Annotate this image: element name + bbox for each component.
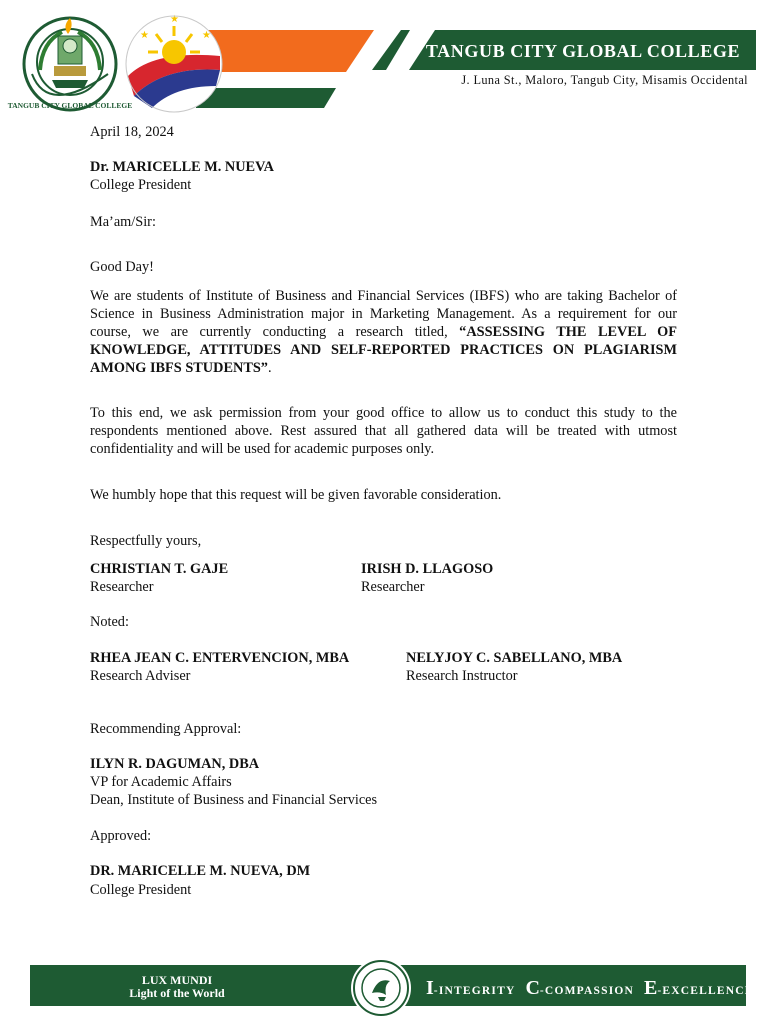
approved-label: Approved: xyxy=(90,828,152,844)
vp-role-dean: Dean, Institute of Business and Financial Services xyxy=(90,792,378,808)
recommending-label: Recommending Approval: xyxy=(90,721,242,737)
svg-text:★: ★ xyxy=(170,14,179,25)
college-seal-logo xyxy=(7,12,133,124)
motto-english: Light of the World xyxy=(129,986,225,1000)
value-compassion-text: -COMPASSION xyxy=(539,985,635,997)
researcher1-name: CHRISTIAN T. GAJE xyxy=(90,561,229,577)
motto-latin: LUX MUNDI xyxy=(141,973,213,987)
vp-role-academic: VP for Academic Affairs xyxy=(90,774,232,790)
research-title: “ASSESSING THE LEVEL OF KNOWLEDGE, ATTITUDES AND SELF-REPORTED PRACTICES ON PLAGIARISM AMONG IBFS STUDENTS” xyxy=(90,324,678,376)
value-excellence-text: -EXCELLENCE xyxy=(657,985,754,997)
paragraph-closing-hope: We humbly hope that this request will be given favorable consideration. xyxy=(90,487,502,503)
paragraph-research-request xyxy=(90,287,677,377)
paragraph-research-intro: We are students of Institute of Business and Financial Services (IBFS) who are taking Bachelor of Science in Business Administration major in Marketing Management. As a requirement for our course, we are currently conducting a research titled, xyxy=(90,288,677,340)
value-integrity-text: -INTEGRITY xyxy=(433,985,516,997)
footer-motto xyxy=(112,974,242,1000)
researcher1-role: Researcher xyxy=(90,579,154,595)
vp-name: ILYN R. DAGUMAN, DBA xyxy=(90,756,260,772)
philippine-flag-logo xyxy=(124,12,226,116)
president-name: DR. MARICELLE M. NUEVA, DM xyxy=(90,863,311,879)
value-excellence-initial: E xyxy=(644,977,658,999)
addressee-title: College President xyxy=(90,177,192,193)
value-compassion-initial: C xyxy=(525,977,540,999)
noted-label: Noted: xyxy=(90,614,129,630)
addressee-name: Dr. MARICELLE M. NUEVA xyxy=(90,159,274,175)
svg-text:★: ★ xyxy=(140,30,149,41)
college-name: TANGUB CITY GLOBAL COLLEGE xyxy=(425,41,741,61)
greeting: Good Day! xyxy=(90,259,154,275)
value-integrity-initial: I xyxy=(426,977,434,999)
paragraph-permission: To this end, we ask permission from your good office to allow us to conduct this study to the respondents mentioned above. Rest assured that all gathered data will be treated with utmost confidentiality and will be used for academic purposes only. xyxy=(90,405,677,457)
letter-date: April 18, 2024 xyxy=(90,124,174,140)
researcher2-name: IRISH D. LLAGOSO xyxy=(361,561,494,577)
adviser-role: Research Adviser xyxy=(90,668,191,684)
core-values xyxy=(426,977,754,1000)
complimentary-close: Respectfully yours, xyxy=(90,533,202,549)
instructor-name: NELYJOY C. SABELLANO, MBA xyxy=(406,650,623,666)
footer-seal-logo xyxy=(350,957,412,1019)
college-address: J. Luna St., Maloro, Tangub City, Misamis Occidental xyxy=(461,73,748,87)
svg-text:★: ★ xyxy=(202,30,211,41)
president-role: College President xyxy=(90,882,192,898)
paragraph-research-end: . xyxy=(267,360,272,376)
salutation: Ma’am/Sir: xyxy=(90,214,156,230)
instructor-role: Research Instructor xyxy=(406,668,518,684)
researcher2-role: Researcher xyxy=(361,579,425,595)
seal-text: TANGUB CITY GLOBAL COLLEGE xyxy=(7,101,133,110)
adviser-name: RHEA JEAN C. ENTERVENCION, MBA xyxy=(90,650,350,666)
